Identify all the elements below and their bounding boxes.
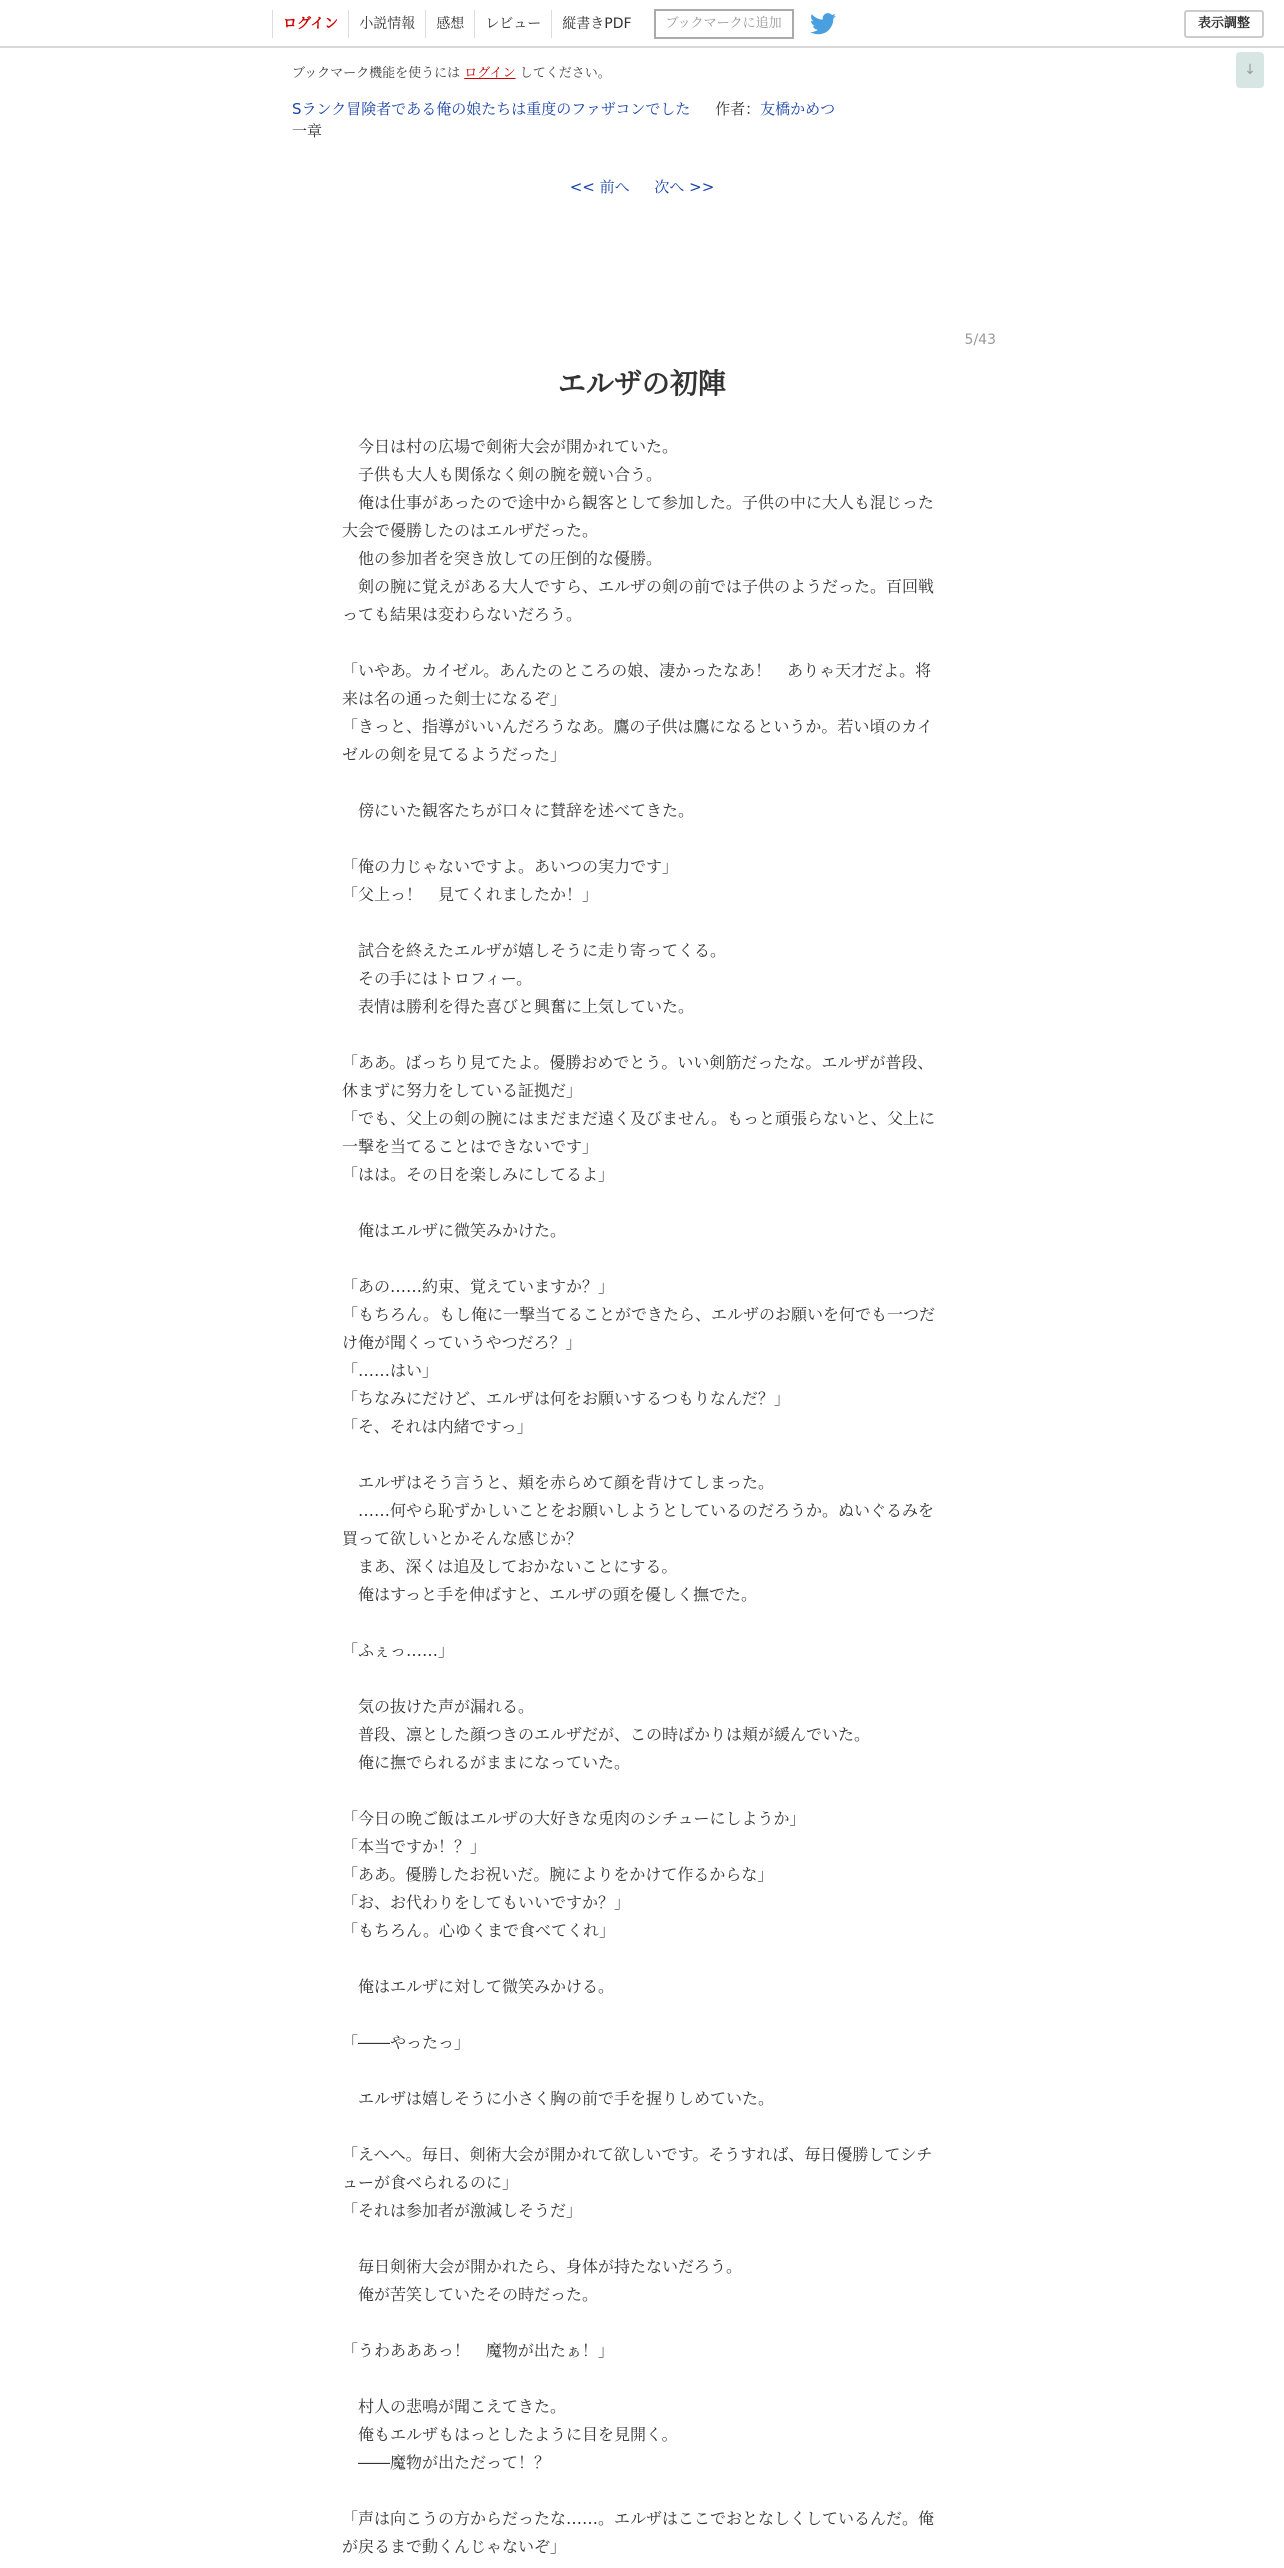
nav-vertical-pdf[interactable]: 縦書きPDF [551,10,641,38]
body-paragraph [342,1945,942,1973]
nav-novel-info[interactable]: 小説情報 [348,10,425,38]
body-paragraph [342,909,942,937]
bookmark-notice-login-link[interactable]: ログイン [464,66,516,81]
episode-pager [0,176,1284,197]
body-paragraph: 「それは参加者が激減しそうだ」 [342,2201,583,2220]
body-paragraph [342,769,942,797]
body-paragraph: ――魔物が出ただって！？ [342,2453,551,2472]
twitter-bird-icon[interactable] [810,12,838,36]
nav-login[interactable]: ログイン [272,10,348,38]
body-paragraph: 「本当ですか！？」 [342,1837,487,1856]
body-paragraph: 毎日剣術大会が開かれたら、身体が持たないだろう。 [342,2257,743,2276]
body-paragraph: 俺もエルザもはっとしたように目を見開く。 [342,2425,678,2444]
author-link[interactable]: 友橋かめつ [760,100,836,118]
body-paragraph: 表情は勝利を得た喜びと興奮に上気していた。 [342,997,695,1016]
author-label: 作者： [715,100,761,118]
body-paragraph: 「ああ。ばっちり見てたよ。優勝おめでとう。いい剣筋だったな。エルザが普段、休まずに努力をしている証拠だ」 [342,1053,934,1100]
body-paragraph [342,1441,942,1469]
nav-review[interactable]: レビュー [474,10,551,38]
body-paragraph: 普段、凛とした顔つきのエルザだが、この時ばかりは頬が緩んでいた。 [342,1725,871,1744]
body-paragraph: 「ちなみにだけど、エルザは何をお願いするつもりなんだ？」 [342,1389,790,1408]
body-paragraph: 「ふぇっ……」 [342,1641,455,1660]
body-paragraph: まあ、深くは追及しておかないことにする。 [342,1557,678,1576]
body-paragraph [342,825,942,853]
bookmark-notice-text-after: してください。 [519,66,611,81]
body-paragraph: 他の参加者を突き放しての圧倒的な優勝。 [342,549,663,568]
body-paragraph [342,1189,942,1217]
body-paragraph: 「俺の力じゃないですよ。あいつの実力です」 [342,857,679,876]
body-paragraph: 「あの……約束、覚えていますか？」 [342,1277,615,1296]
body-paragraph: 「うわあああっ！ 魔物が出たぁ！」 [342,2341,614,2360]
body-paragraph: 「いやあ。カイゼル。あんたのところの娘、凄かったなあ！ ありゃ天才だよ。将来は名の通った剣士になるぞ」 [342,661,932,708]
body-paragraph [342,2001,942,2029]
body-paragraph: 「はは。その日を楽しみにしてるよ」 [342,1165,615,1184]
body-paragraph [342,2225,942,2253]
body-paragraph: 「でも、父上の剣の腕にはまだまだ遠く及びません。もっと頑張らないと、父上に一撃を当てることはできないです」 [342,1109,935,1156]
body-paragraph: 俺は仕事があったので途中から観客として参加した。子供の中に大人も混じった大会で優勝したのはエルザだった。 [342,493,934,540]
novel-header [292,98,835,119]
body-paragraph: ……何やら恥ずかしいことをお願いしようとしているのだろうか。ぬいぐるみを買って欲しいとかそんな感じか？ [342,1501,935,1548]
body-paragraph: 俺はすっと手を伸ばすと、エルザの頭を優しく撫でた。 [342,1585,758,1604]
novel-body [342,433,942,2561]
body-paragraph: 「――やったっ」 [342,2033,471,2052]
body-paragraph [342,1665,942,1693]
body-paragraph [342,1245,942,1273]
body-paragraph: 村人の悲鳴が聞こえてきた。 [342,2397,567,2416]
body-paragraph [342,1021,942,1049]
body-paragraph: 「そ、それは内緒ですっ」 [342,1417,533,1436]
body-paragraph: その手にはトロフィー。 [342,969,533,988]
body-paragraph: 傍にいた観客たちが口々に賛辞を述べてきた。 [342,801,695,820]
bookmark-notice [292,62,611,81]
body-paragraph [342,2309,942,2337]
body-paragraph [342,2477,942,2505]
body-paragraph: 「もちろん。もし俺に一撃当てることができたら、エルザのお願いを何でも一つだけ俺が聞くっていうやつだろ？」 [342,1305,935,1352]
body-paragraph: 俺はエルザに対して微笑みかける。 [342,1977,615,1996]
body-paragraph [342,2057,942,2085]
add-bookmark-button[interactable]: ブックマークに追加 [654,9,794,39]
scroll-down-arrow-icon[interactable]: ↓ [1236,52,1264,88]
body-paragraph: 今日は村の広場で剣術大会が開かれていた。 [342,437,679,456]
body-paragraph [342,1777,942,1805]
body-paragraph: 気の抜けた声が漏れる。 [342,1697,535,1716]
body-paragraph: 試合を終えたエルザが嬉しそうに走り寄ってくる。 [342,941,727,960]
body-paragraph: 「……はい」 [342,1361,439,1380]
next-episode-link[interactable]: 次へ >> [654,178,715,196]
display-settings-button[interactable]: 表示調整 [1184,10,1264,38]
body-paragraph [342,629,942,657]
body-paragraph: 「声は向こうの方からだったな……。エルザはここでおとなしくしているんだ。俺が戻るまで動くんじゃないぞ」 [342,2509,935,2556]
series-title-link[interactable]: Sランク冒険者である俺の娘たちは重度のファザコンでした [292,100,691,118]
top-navigation-bar [0,0,1284,48]
body-paragraph: 「ああ。優勝したお祝いだ。腕によりをかけて作るからな」 [342,1865,774,1884]
body-paragraph: 剣の腕に覚えがある大人ですら、エルザの剣の前では子供のようだった。百回戦っても結果は変わらないだろう。 [342,577,935,624]
body-paragraph: 「もちろん。心ゆくまで食べてくれ」 [342,1921,615,1940]
body-paragraph: 俺に撫でられるがままになっていた。 [342,1753,631,1772]
body-paragraph: 「えへへ。毎日、剣術大会が開かれて欲しいです。そうすれば、毎日優勝してシチューが食べられるのに」 [342,2145,933,2192]
body-paragraph: 子供も大人も関係なく剣の腕を競い合う。 [342,465,663,484]
episode-title: エルザの初陣 [557,367,726,400]
body-paragraph: 「父上っ！ 見てくれましたか！」 [342,885,599,904]
episode-number: 5/43 [964,332,996,348]
nav-impressions[interactable]: 感想 [425,10,474,38]
prev-episode-link[interactable]: << 前へ [569,178,630,196]
body-paragraph: 「お、お代わりをしてもいいですか？」 [342,1893,631,1912]
body-paragraph [342,2365,942,2393]
body-paragraph: 俺が苦笑していたその時だった。 [342,2285,599,2304]
body-paragraph: 「今日の晩ご飯はエルザの大好きな兎肉のシチューにしようか」 [342,1809,806,1828]
body-paragraph: 俺はエルザに微笑みかけた。 [342,1221,567,1240]
body-paragraph: エルザは嬉しそうに小さく胸の前で手を握りしめていた。 [342,2089,775,2108]
body-paragraph [342,2113,942,2141]
body-paragraph: 「きっと、指導がいいんだろうなあ。鷹の子供は鷹になるというか。若い頃のカイゼルの剣を見てるようだった」 [342,717,933,764]
body-paragraph [342,1609,942,1637]
body-paragraph: エルザはそう言うと、頬を赤らめて顔を背けてしまった。 [342,1473,775,1492]
bookmark-notice-text-before: ブックマーク機能を使うには [292,66,461,81]
global-nav [272,10,838,38]
chapter-title: 一章 [292,122,323,140]
